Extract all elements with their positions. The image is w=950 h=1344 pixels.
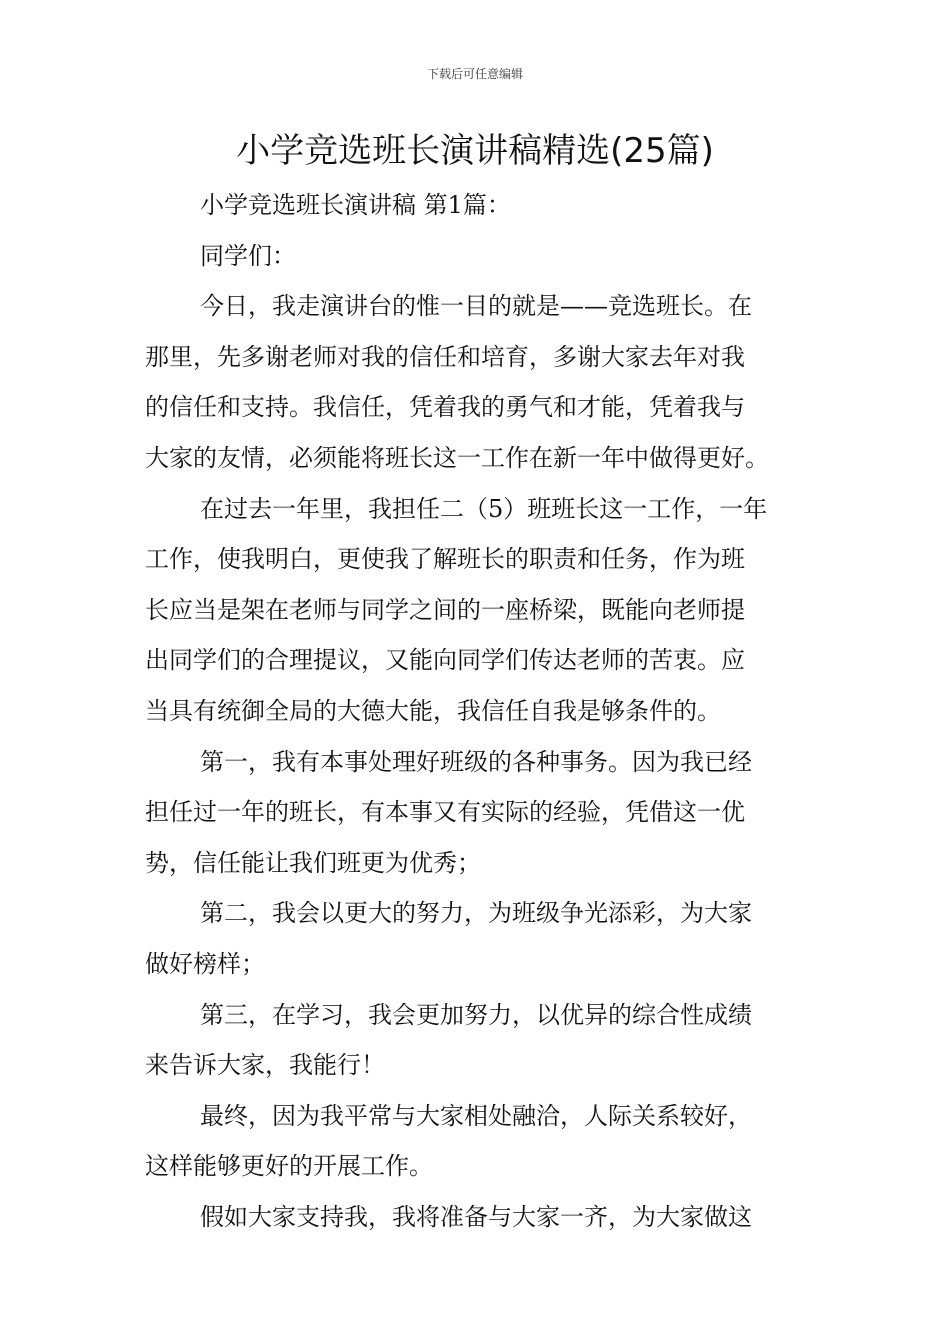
paragraph-line: 长应当是架在老师与同学之间的一座桥梁，既能向老师提 — [145, 595, 745, 624]
section-heading: 小学竞选班长演讲稿 第1篇： — [200, 191, 511, 219]
paragraph-line: 担任过一年的班长，有本事又有实际的经验，凭借这一优 — [145, 798, 745, 827]
paragraph-line: 当具有统御全局的大德大能，我信任自我是够条件的。 — [145, 696, 721, 725]
paragraph-line: 第一，我有本事处理好班级的各种事务。因为我已经 — [200, 747, 752, 776]
paragraph-line: 第二，我会以更大的努力，为班级争光添彩，为大家 — [200, 899, 752, 928]
header-note: 下载后可任意编辑 — [426, 67, 523, 81]
greeting: 同学们： — [200, 241, 296, 270]
paragraph-line: 今日，我走演讲台的惟一目的就是——竞选班长。在 — [200, 292, 752, 321]
paragraph-line: 势，信任能让我们班更为优秀； — [145, 848, 481, 877]
paragraph-line: 假如大家支持我，我将准备与大家一齐，为大家做这 — [200, 1202, 752, 1231]
paragraph-line: 出同学们的合理提议，又能向同学们传达老师的苦衷。应 — [145, 646, 745, 675]
paragraph-line: 那里，先多谢老师对我的信任和培育，多谢大家去年对我 — [145, 342, 745, 371]
paragraph-line: 第三，在学习，我会更加努力，以优异的综合性成绩 — [200, 1000, 752, 1029]
document-title: 小学竞选班长演讲稿精选(25篇) — [236, 131, 714, 171]
paragraph-line: 工作，使我明白，更使我了解班长的职责和任务，作为班 — [145, 545, 745, 574]
paragraph-line: 最终，因为我平常与大家相处融洽，人际关系较好， — [200, 1101, 752, 1130]
paragraph-line: 这样能够更好的开展工作。 — [145, 1152, 433, 1181]
paragraph-line: 做好榜样； — [145, 949, 265, 978]
paragraph-line: 大家的友情，必须能将班长这一工作在新一年中做得更好。 — [145, 443, 769, 472]
document-body — [145, 180, 807, 1242]
paragraph-line: 在过去一年里，我担任二（5）班班长这一工作，一年 — [200, 494, 768, 523]
paragraph-line: 来告诉大家，我能行！ — [145, 1051, 385, 1080]
paragraph-line: 的信任和支持。我信任，凭着我的勇气和才能，凭着我与 — [145, 393, 745, 422]
